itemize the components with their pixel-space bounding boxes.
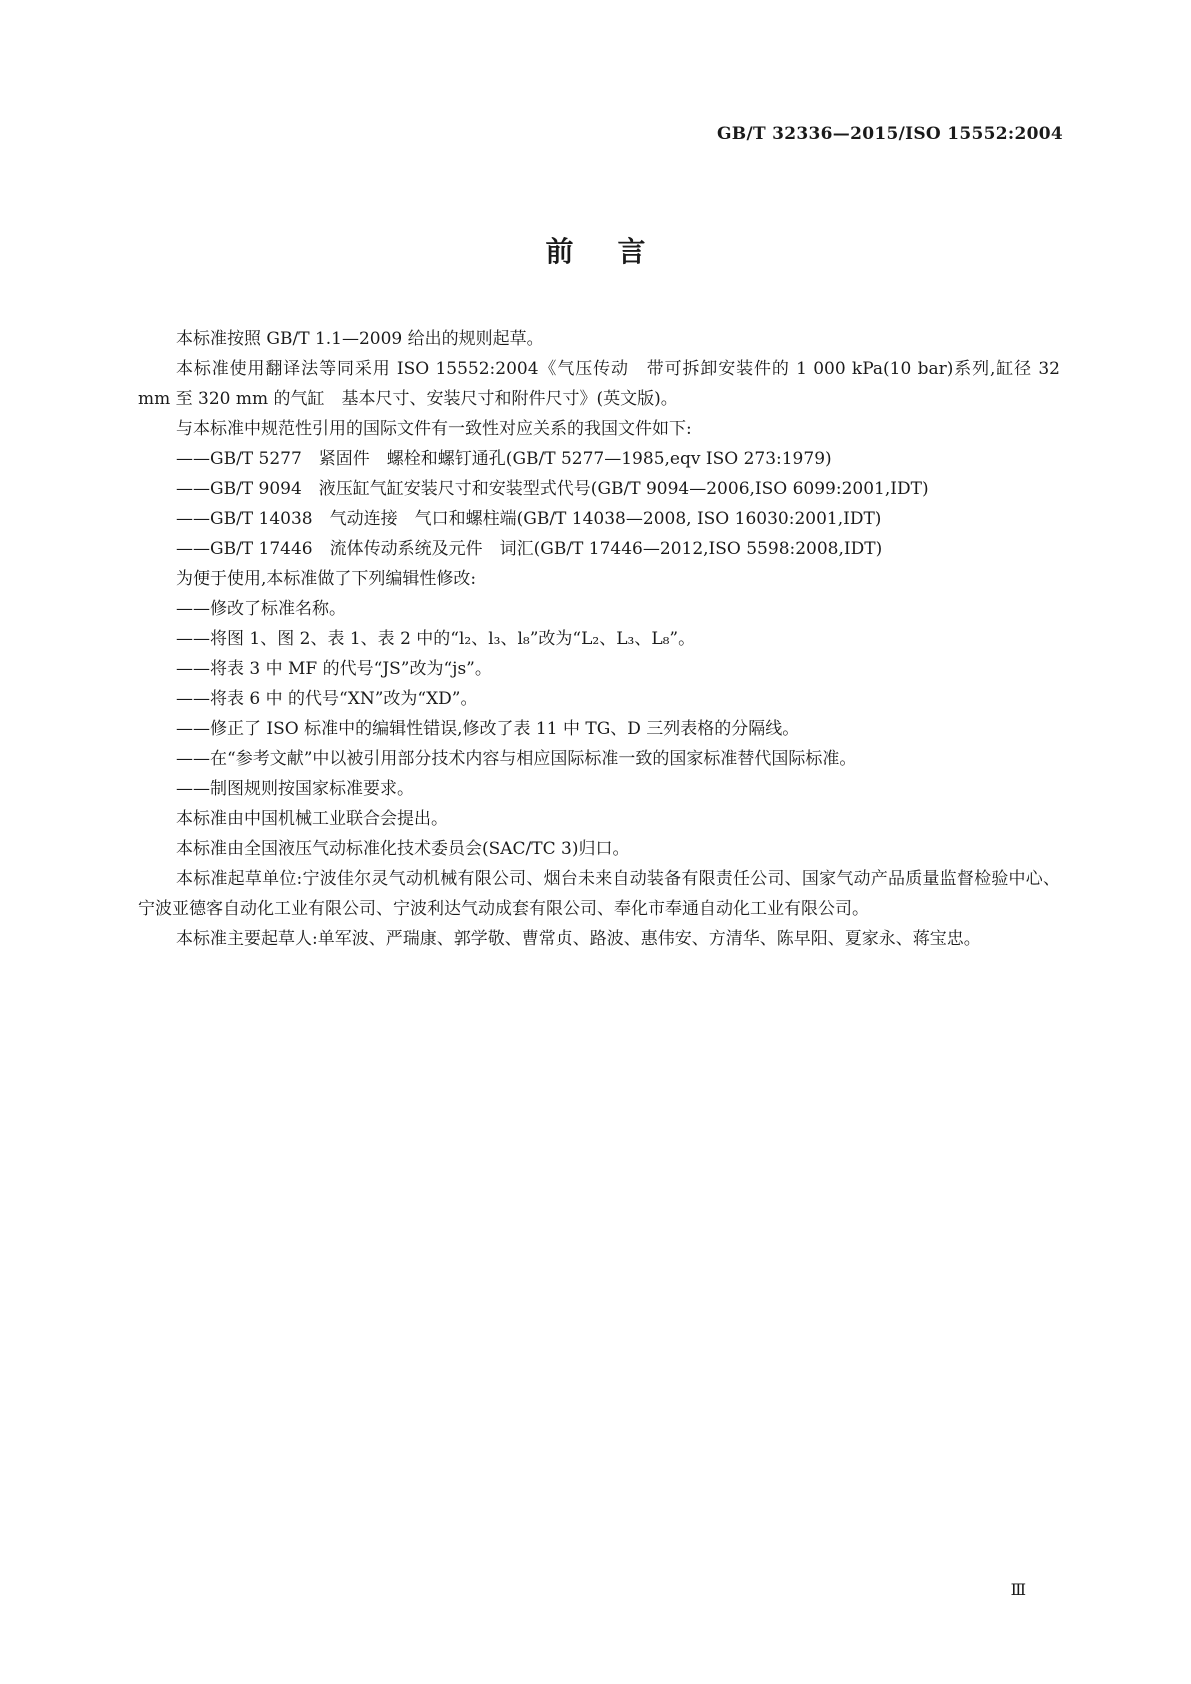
paragraph: 本标准由中国机械工业联合会提出。 [176, 809, 448, 829]
list-item: ——将图 1、图 2、表 1、表 2 中的“l₂、l₃、l₈”改为“L₂、L₃、L₈”。 [176, 629, 696, 649]
list-item: ——将表 3 中 MF 的代号“JS”改为“js”。 [176, 659, 492, 679]
list-item: ——GB/T 14038 气动连接 气口和螺柱端(GB/T 14038—2008, ISO 16030:2001,IDT) [176, 509, 882, 529]
paragraph: 本标准起草单位:宁波佳尔灵气动机械有限公司、烟台未来自动装备有限责任公司、国家气动产品质量监督检验中心、宁波亚德客自动化工业有限公司、宁波利达气动成套有限公司、奉化市奉通自动化工业有限公司。 [138, 869, 1060, 919]
list-item: ——GB/T 9094 液压缸气缸安装尺寸和安装型式代号(GB/T 9094—2006,ISO 6099:2001,IDT) [176, 479, 929, 499]
page-number: Ⅲ [1010, 1580, 1026, 1599]
list-item: ——修正了 ISO 标准中的编辑性错误,修改了表 11 中 TG、D 三列表格的分隔线。 [176, 719, 800, 739]
list-item: ——制图规则按国家标准要求。 [176, 779, 414, 799]
list-item: ——将表 6 中 的代号“XN”改为“XD”。 [176, 689, 478, 709]
paragraph: 本标准主要起草人:单军波、严瑞康、郭学敬、曹常贞、路波、惠伟安、方清华、陈早阳、夏家永、蒋宝忠。 [176, 929, 981, 949]
standard-number-header: GB/T 32336—2015/ISO 15552:2004 [716, 124, 1063, 144]
page-title: 前言 [545, 235, 690, 268]
paragraph: 本标准使用翻译法等同采用 ISO 15552:2004《气压传动 带可拆卸安装件的 1 000 kPa(10 bar)系列,缸径 32 mm 至 320 mm 的气缸 基本尺寸、安装尺寸和附件尺寸》(英文版)。 [138, 359, 1060, 409]
paragraph: 为便于使用,本标准做了下列编辑性修改: [176, 569, 477, 589]
foreword-body [138, 324, 1060, 954]
list-item: ——GB/T 17446 流体传动系统及元件 词汇(GB/T 17446—2012,ISO 5598:2008,IDT) [176, 539, 883, 559]
paragraph: 本标准按照 GB/T 1.1—2009 给出的规则起草。 [176, 329, 544, 349]
list-item: ——GB/T 5277 紧固件 螺栓和螺钉通孔(GB/T 5277—1985,eqv ISO 273:1979) [176, 449, 832, 469]
paragraph: 本标准由全国液压气动标准化技术委员会(SAC/TC 3)归口。 [176, 839, 630, 859]
list-item: ——修改了标准名称。 [176, 599, 346, 619]
paragraph: 与本标准中规范性引用的国际文件有一致性对应关系的我国文件如下: [176, 419, 692, 439]
list-item: ——在“参考文献”中以被引用部分技术内容与相应国际标准一致的国家标准替代国际标准。 [176, 749, 857, 769]
